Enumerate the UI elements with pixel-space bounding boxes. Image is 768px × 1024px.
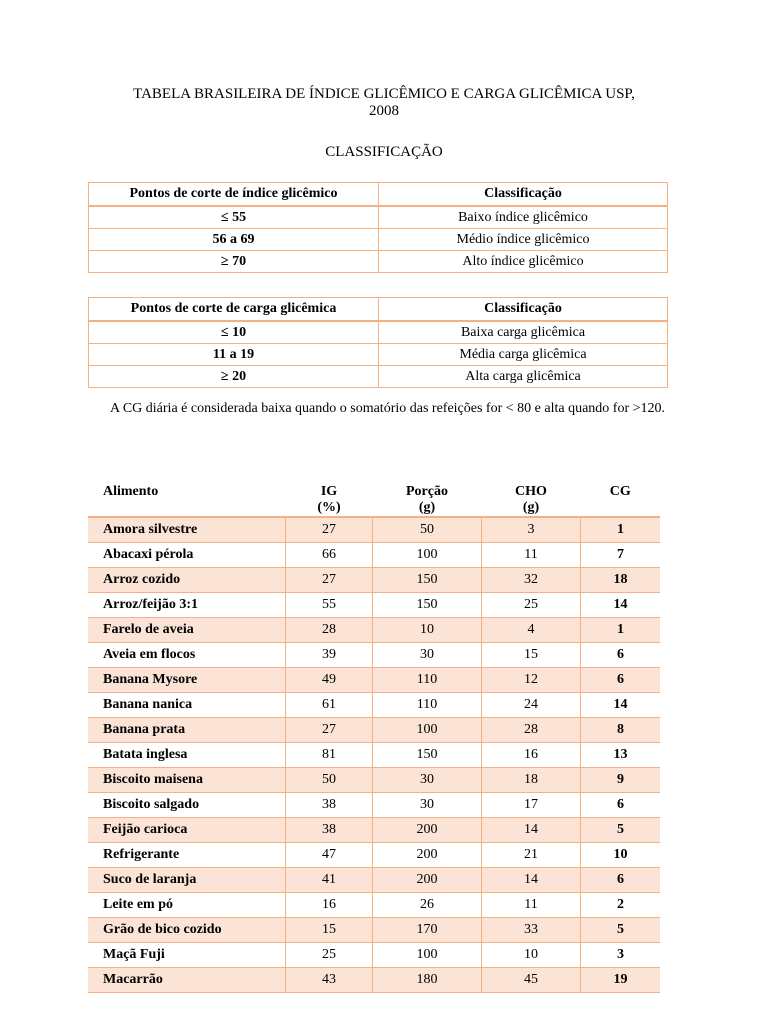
- food-table-row: [88, 943, 660, 968]
- ig-table-header-cut: Pontos de corte de índice glicêmico: [89, 183, 379, 207]
- cho-value: 28: [482, 718, 581, 743]
- cg-value: 3: [581, 943, 661, 968]
- cg-table-row: [89, 366, 668, 388]
- ig-table-row: [89, 206, 668, 229]
- ig-value: 38: [286, 793, 373, 818]
- ig-value: 27: [286, 568, 373, 593]
- food-table-row: [88, 568, 660, 593]
- header-food: Alimento: [88, 480, 286, 517]
- food-table-row: [88, 618, 660, 643]
- food-glycemic-table: [88, 480, 660, 993]
- daily-cg-note: A CG diária é considerada baixa quando o somatório das refeições for < 80 e alta quando for >120.: [110, 401, 666, 416]
- cg-value: 5: [581, 818, 661, 843]
- food-table-row: [88, 893, 660, 918]
- ig-value: 16: [286, 893, 373, 918]
- ig-value: 27: [286, 517, 373, 543]
- food-table-row: [88, 593, 660, 618]
- food-name: Amora silvestre: [88, 517, 286, 543]
- portion-value: 26: [373, 893, 482, 918]
- food-table-row: [88, 768, 660, 793]
- cg-table-cut-value: ≤ 10: [89, 321, 379, 344]
- ig-value: 61: [286, 693, 373, 718]
- ig-value: 47: [286, 843, 373, 868]
- ig-value: 50: [286, 768, 373, 793]
- ig-value: 41: [286, 868, 373, 893]
- food-name: Banana Mysore: [88, 668, 286, 693]
- ig-value: 38: [286, 818, 373, 843]
- cho-value: 21: [482, 843, 581, 868]
- food-table-row: [88, 668, 660, 693]
- food-name: Aveia em flocos: [88, 643, 286, 668]
- cg-value: 7: [581, 543, 661, 568]
- portion-value: 170: [373, 918, 482, 943]
- cg-value: 6: [581, 643, 661, 668]
- cg-table-row: [89, 321, 668, 344]
- food-name: Arroz/feijão 3:1: [88, 593, 286, 618]
- portion-value: 150: [373, 568, 482, 593]
- food-table-row: [88, 718, 660, 743]
- cg-value: 13: [581, 743, 661, 768]
- food-table-row: [88, 818, 660, 843]
- food-name: Abacaxi pérola: [88, 543, 286, 568]
- food-name: Arroz cozido: [88, 568, 286, 593]
- food-table-header-row: [88, 480, 660, 517]
- cho-value: 15: [482, 643, 581, 668]
- cg-value: 1: [581, 618, 661, 643]
- portion-value: 100: [373, 718, 482, 743]
- portion-value: 150: [373, 593, 482, 618]
- ig-table-cut-value: ≥ 70: [89, 251, 379, 273]
- food-name: Refrigerante: [88, 843, 286, 868]
- food-table-row: [88, 918, 660, 943]
- portion-value: 110: [373, 693, 482, 718]
- food-table-row: [88, 793, 660, 818]
- cg-table-cut-value: 11 a 19: [89, 344, 379, 366]
- food-table-row: [88, 743, 660, 768]
- cg-value: 2: [581, 893, 661, 918]
- ig-value: 28: [286, 618, 373, 643]
- header-ig: IG (%): [286, 480, 373, 517]
- portion-value: 30: [373, 768, 482, 793]
- portion-value: 10: [373, 618, 482, 643]
- food-name: Banana prata: [88, 718, 286, 743]
- food-name: Leite em pó: [88, 893, 286, 918]
- cg-value: 18: [581, 568, 661, 593]
- food-table-row: [88, 843, 660, 868]
- portion-value: 30: [373, 643, 482, 668]
- cho-value: 10: [482, 943, 581, 968]
- ig-value: 25: [286, 943, 373, 968]
- document-title: [100, 86, 668, 120]
- header-cho: CHO (g): [482, 480, 581, 517]
- food-name: Macarrão: [88, 968, 286, 993]
- food-name: Farelo de aveia: [88, 618, 286, 643]
- ig-table-cut-value: 56 a 69: [89, 229, 379, 251]
- food-table-row: [88, 643, 660, 668]
- cg-table-row: [89, 344, 668, 366]
- cg-value: 14: [581, 693, 661, 718]
- food-name: Biscoito salgado: [88, 793, 286, 818]
- cho-value: 25: [482, 593, 581, 618]
- food-name: Grão de bico cozido: [88, 918, 286, 943]
- ig-table-row: [89, 229, 668, 251]
- ig-value: 15: [286, 918, 373, 943]
- section-subtitle: CLASSIFICAÇÃO: [325, 144, 443, 160]
- ig-value: 43: [286, 968, 373, 993]
- cho-value: 45: [482, 968, 581, 993]
- header-portion: Porção (g): [373, 480, 482, 517]
- ig-table-row: [89, 251, 668, 273]
- cho-value: 12: [482, 668, 581, 693]
- portion-value: 200: [373, 818, 482, 843]
- portion-value: 200: [373, 868, 482, 893]
- portion-value: 50: [373, 517, 482, 543]
- cg-table-classification-value: Baixa carga glicêmica: [379, 321, 668, 344]
- cg-table-header-row: [89, 298, 668, 322]
- cg-value: 6: [581, 668, 661, 693]
- ig-table-classification-value: Médio índice glicêmico: [379, 229, 668, 251]
- ig-value: 39: [286, 643, 373, 668]
- ig-table-classification-value: Baixo índice glicêmico: [379, 206, 668, 229]
- portion-value: 100: [373, 543, 482, 568]
- cg-value: 8: [581, 718, 661, 743]
- food-name: Suco de laranja: [88, 868, 286, 893]
- portion-value: 180: [373, 968, 482, 993]
- cho-value: 33: [482, 918, 581, 943]
- food-name: Banana nanica: [88, 693, 286, 718]
- ig-value: 27: [286, 718, 373, 743]
- food-table-row: [88, 693, 660, 718]
- ig-table-classification-value: Alto índice glicêmico: [379, 251, 668, 273]
- cg-value: 5: [581, 918, 661, 943]
- cg-value: 6: [581, 793, 661, 818]
- cg-value: 14: [581, 593, 661, 618]
- ig-table-cut-value: ≤ 55: [89, 206, 379, 229]
- cg-table-header-classification: Classificação: [379, 298, 668, 322]
- ig-value: 49: [286, 668, 373, 693]
- ig-value: 66: [286, 543, 373, 568]
- ig-value: 55: [286, 593, 373, 618]
- header-cg: CG: [581, 480, 661, 517]
- cho-value: 14: [482, 868, 581, 893]
- ig-classification-table: [88, 182, 668, 273]
- portion-value: 100: [373, 943, 482, 968]
- cg-value: 19: [581, 968, 661, 993]
- portion-value: 150: [373, 743, 482, 768]
- cho-value: 32: [482, 568, 581, 593]
- cg-value: 9: [581, 768, 661, 793]
- cg-table-classification-value: Média carga glicêmica: [379, 344, 668, 366]
- food-name: Batata inglesa: [88, 743, 286, 768]
- food-name: Biscoito maisena: [88, 768, 286, 793]
- cg-value: 6: [581, 868, 661, 893]
- cho-value: 24: [482, 693, 581, 718]
- food-table-row: [88, 543, 660, 568]
- ig-value: 81: [286, 743, 373, 768]
- food-name: Feijão carioca: [88, 818, 286, 843]
- cho-value: 11: [482, 893, 581, 918]
- food-name: Maçã Fuji: [88, 943, 286, 968]
- portion-value: 200: [373, 843, 482, 868]
- document-title-line1: TABELA BRASILEIRA DE ÍNDICE GLICÊMICO E CARGA GLICÊMICA USP,: [133, 86, 635, 102]
- cho-value: 11: [482, 543, 581, 568]
- cg-classification-table: [88, 297, 668, 388]
- portion-value: 110: [373, 668, 482, 693]
- food-table-row: [88, 868, 660, 893]
- ig-table-header-classification: Classificação: [379, 183, 668, 207]
- food-table-row: [88, 517, 660, 543]
- cho-value: 16: [482, 743, 581, 768]
- food-table-row: [88, 968, 660, 993]
- cho-value: 14: [482, 818, 581, 843]
- cho-value: 3: [482, 517, 581, 543]
- ig-table-header-row: [89, 183, 668, 207]
- cg-table-classification-value: Alta carga glicêmica: [379, 366, 668, 388]
- cg-value: 1: [581, 517, 661, 543]
- portion-value: 30: [373, 793, 482, 818]
- cg-table-header-cut: Pontos de corte de carga glicêmica: [89, 298, 379, 322]
- cg-table-cut-value: ≥ 20: [89, 366, 379, 388]
- cg-value: 10: [581, 843, 661, 868]
- cho-value: 18: [482, 768, 581, 793]
- cho-value: 17: [482, 793, 581, 818]
- cho-value: 4: [482, 618, 581, 643]
- document-title-line2: 2008: [369, 103, 399, 119]
